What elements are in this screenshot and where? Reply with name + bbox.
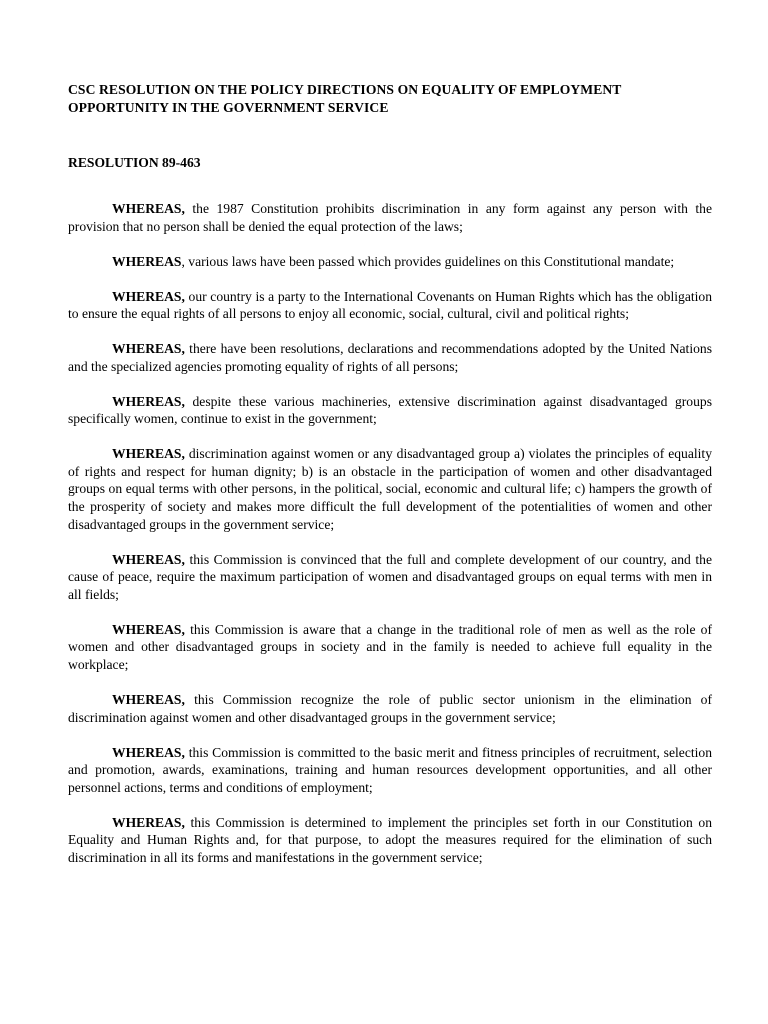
document-page	[68, 81, 712, 884]
whereas-clause	[68, 691, 712, 726]
clause-lead: WHEREAS,	[112, 621, 185, 637]
whereas-clause	[68, 253, 712, 271]
whereas-clause	[68, 551, 712, 604]
clause-lead: WHEREAS,	[112, 551, 185, 567]
clause-lead: WHEREAS,	[112, 744, 185, 760]
clause-text: the 1987 Constitution prohibits discrimination in any form against any person with the provision that no person shall be denied the equal protection of the laws;	[68, 201, 712, 234]
whereas-clause	[68, 744, 712, 797]
whereas-clause	[68, 393, 712, 428]
clause-lead: WHEREAS	[112, 253, 182, 269]
clause-text: this Commission is determined to implement the principles set forth in our Constitution on Equality and Human Rights and, for that purpose, to adopt the measures required for the elimination of such discrimination in all its forms and manifestations in the government service;	[68, 814, 712, 865]
resolution-number: RESOLUTION 89-463	[68, 155, 201, 170]
clause-text: this Commission is convinced that the full and complete development of our country, and the cause of peace, require the maximum participation of women and disadvantaged groups on equal terms with men in all fields;	[68, 551, 712, 602]
clause-text: this Commission is aware that a change in the traditional role of men as well as the role of women and other disadvantaged groups in society and in the family is needed to achieve full equality in the workplace;	[68, 621, 712, 673]
clause-text: despite these various machineries, extensive discrimination against disadvantaged groups specifically women, continue to exist in the government;	[68, 393, 712, 427]
clause-lead: WHEREAS,	[112, 393, 185, 409]
whereas-clause	[68, 621, 712, 674]
clause-text: this Commission is committed to the basic merit and fitness principles of recruitment, selection and promotion, awards, examinations, training and human resources development opportunities, and all other personnel actions, terms and conditions of employment;	[68, 744, 712, 795]
clause-text: this Commission recognize the role of public sector unionism in the elimination of discrimination against women and other disadvantaged groups in the government service;	[68, 692, 712, 725]
whereas-clause	[68, 200, 712, 235]
clause-lead: WHEREAS,	[112, 201, 185, 216]
clause-lead: WHEREAS,	[112, 446, 185, 462]
clause-text: discrimination against women or any disadvantaged group a) violates the principles of equality of rights and respect for human dignity; b) is an obstacle in the participation of women and other disadvantaged groups on equal terms with other persons, in the political, social, economic and cultural life; c) hampers the growth of the prosperity of society and makes more difficult the full development of the potentialities of women and other disadvantaged groups in the government service;	[68, 446, 712, 532]
whereas-clauses	[68, 200, 712, 867]
clause-text: there have been resolutions, declarations and recommendations adopted by the United Nations and the specialized agencies promoting equality of rights of all persons;	[68, 341, 712, 374]
whereas-clause	[68, 814, 712, 867]
whereas-clause	[68, 288, 712, 323]
clause-lead: WHEREAS,	[112, 341, 185, 357]
clause-text: our country is a party to the International Covenants on Human Rights which has the obligation to ensure the equal rights of all persons to enjoy all economic, social, cultural, civil and political rights;	[68, 288, 712, 322]
whereas-clause	[68, 445, 712, 533]
clause-lead: WHEREAS,	[112, 814, 185, 830]
clause-lead: WHEREAS,	[112, 288, 185, 304]
whereas-clause	[68, 340, 712, 375]
clause-text: , various laws have been passed which provides guidelines on this Constitutional mandate;	[181, 253, 675, 269]
document-title: CSC RESOLUTION ON THE POLICY DIRECTIONS ON EQUALITY OF EMPLOYMENT OPPORTUNITY IN THE GOVERNMENT SERVICE	[68, 82, 622, 115]
clause-lead: WHEREAS,	[112, 692, 185, 707]
